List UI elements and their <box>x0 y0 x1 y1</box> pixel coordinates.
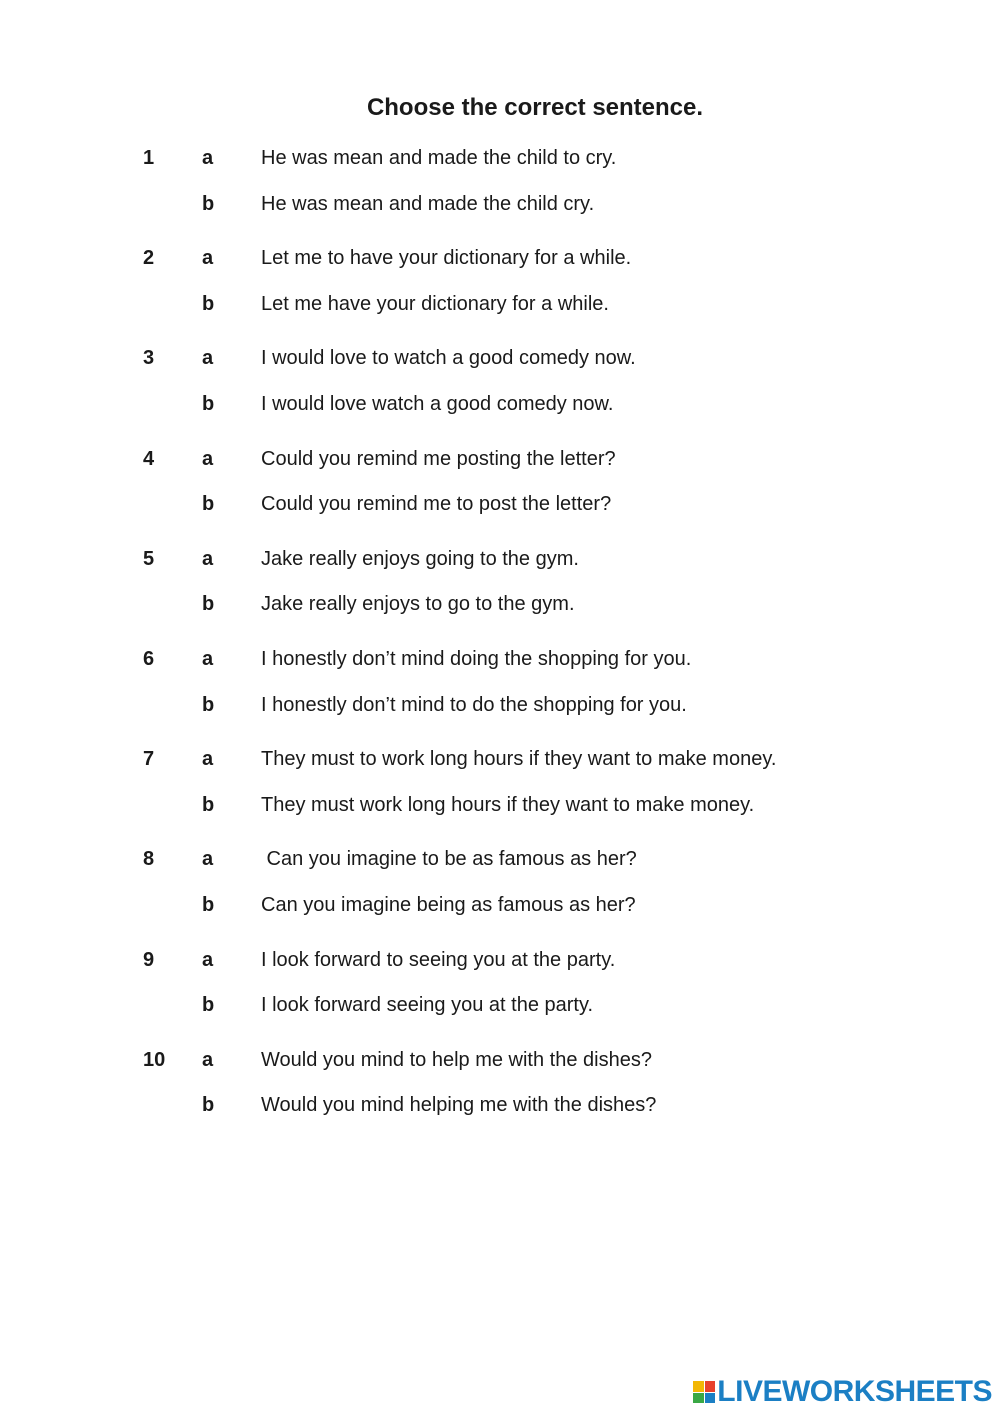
option-sentence[interactable]: I look forward seeing you at the party. <box>261 994 594 1017</box>
option-sentence[interactable]: Can you imagine to be as famous as her? <box>261 848 637 871</box>
question-number: 8 <box>143 848 155 871</box>
option-row[interactable] <box>0 143 1000 173</box>
option-row[interactable] <box>0 544 1000 574</box>
question-number: 7 <box>143 748 155 771</box>
option-letter: a <box>202 748 214 771</box>
option-row[interactable] <box>0 990 1000 1020</box>
option-letter: b <box>202 693 215 716</box>
option-row[interactable] <box>0 1090 1000 1120</box>
option-sentence[interactable]: They must work long hours if they want to make money. <box>261 793 755 816</box>
option-letter: b <box>202 994 215 1017</box>
option-sentence[interactable]: Can you imagine being as famous as her? <box>261 893 636 916</box>
option-letter: a <box>202 948 214 971</box>
question-number: 4 <box>143 447 155 470</box>
option-sentence[interactable]: I would love watch a good comedy now. <box>261 392 614 415</box>
option-sentence[interactable]: Let me have your dictionary for a while. <box>261 292 609 315</box>
question-number: 3 <box>143 347 155 370</box>
question-number: 5 <box>143 547 155 570</box>
option-sentence[interactable]: Would you mind helping me with the dishes? <box>261 1094 657 1117</box>
worksheet-title: Choose the correct sentence. <box>366 94 704 121</box>
option-row[interactable] <box>0 243 1000 273</box>
option-sentence[interactable]: Jake really enjoys going to the gym. <box>261 547 579 570</box>
option-row[interactable] <box>0 1045 1000 1075</box>
option-sentence[interactable]: He was mean and made the child to cry. <box>261 147 617 169</box>
option-letter: b <box>202 1094 215 1117</box>
option-sentence[interactable]: Could you remind me posting the letter? <box>261 447 616 470</box>
option-sentence[interactable]: Jake really enjoys to go to the gym. <box>261 593 575 616</box>
option-sentence[interactable]: He was mean and made the child cry. <box>261 192 595 215</box>
option-letter: a <box>202 147 214 169</box>
option-sentence[interactable]: I would love to watch a good comedy now. <box>261 347 636 370</box>
option-letter: b <box>202 893 215 916</box>
option-row[interactable] <box>0 644 1000 674</box>
option-letter: a <box>202 1048 214 1071</box>
option-letter: a <box>202 347 214 370</box>
option-row[interactable] <box>0 589 1000 619</box>
option-row[interactable] <box>0 389 1000 419</box>
option-row[interactable] <box>0 444 1000 474</box>
option-row[interactable] <box>0 844 1000 874</box>
option-sentence[interactable]: I look forward to seeing you at the party. <box>261 948 616 971</box>
option-letter: b <box>202 192 215 215</box>
logo-mark-tile <box>705 1393 716 1404</box>
option-row[interactable] <box>0 945 1000 975</box>
option-letter: a <box>202 247 214 270</box>
option-sentence[interactable]: Would you mind to help me with the dishes? <box>261 1048 652 1071</box>
question-number: 9 <box>143 948 155 971</box>
option-letter: b <box>202 392 215 415</box>
option-letter: b <box>202 493 215 516</box>
logo-mark-tile <box>693 1381 704 1392</box>
option-row[interactable] <box>0 690 1000 720</box>
option-letter: b <box>202 593 215 616</box>
option-letter: b <box>202 793 215 816</box>
logo-mark-tile <box>693 1393 704 1404</box>
question-number: 1 <box>143 147 155 169</box>
option-letter: a <box>202 447 214 470</box>
option-row[interactable] <box>0 890 1000 920</box>
question-number: 10 <box>143 1048 166 1071</box>
liveworksheets-logo <box>693 1377 992 1407</box>
logo-text: LIVEWORKSHEETS <box>717 1375 992 1408</box>
liveworksheets-logo-icon <box>693 1381 715 1403</box>
option-letter: a <box>202 848 214 871</box>
question-number: 2 <box>143 247 155 270</box>
option-sentence[interactable]: Could you remind me to post the letter? <box>261 493 612 516</box>
option-sentence[interactable]: I honestly don’t mind doing the shopping for you. <box>261 648 692 670</box>
option-letter: b <box>202 292 215 315</box>
option-letter: a <box>202 547 214 570</box>
option-sentence[interactable]: They must to work long hours if they want to make money. <box>261 748 777 771</box>
option-sentence[interactable]: I honestly don’t mind to do the shopping for you. <box>261 693 687 716</box>
option-row[interactable] <box>0 489 1000 519</box>
option-row[interactable] <box>0 289 1000 319</box>
option-row[interactable] <box>0 744 1000 774</box>
option-sentence[interactable]: Let me to have your dictionary for a while. <box>261 247 632 270</box>
option-row[interactable] <box>0 790 1000 820</box>
logo-mark-tile <box>705 1381 716 1392</box>
option-row[interactable] <box>0 189 1000 219</box>
question-number: 6 <box>143 648 155 670</box>
option-row[interactable] <box>0 343 1000 373</box>
option-letter: a <box>202 648 214 670</box>
